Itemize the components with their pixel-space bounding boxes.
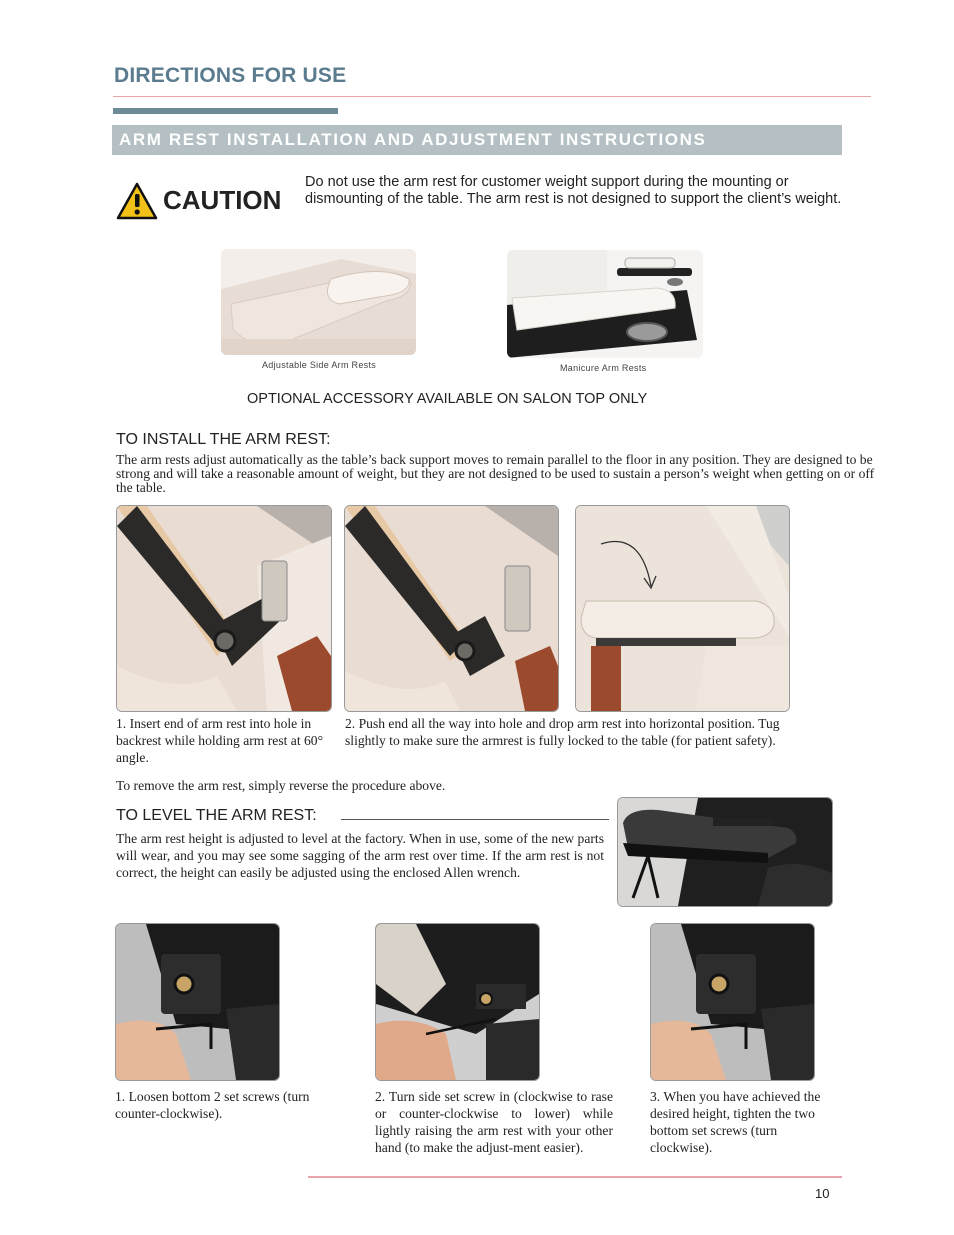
header-accent-bar <box>113 108 338 114</box>
install-step-2: 2. Push end all the way into hole and drop arm rest into horizontal position. Tug slightly to make sure the armrest is fully locked to the table (for patient safety). <box>345 716 780 748</box>
install-step-3-photo <box>575 505 790 712</box>
page-title: DIRECTIONS FOR USE <box>114 64 347 87</box>
manicure-arm-rest-photo <box>507 250 703 358</box>
level-overview-photo <box>617 797 833 907</box>
adjustable-arm-rest-photo <box>221 249 416 355</box>
level-step-3: 3. When you have achieved the desired height, tighten the two bottom set screws (turn clockwise). <box>650 1089 821 1155</box>
caution-text: Do not use the arm rest for customer weight support during the mounting or dismounting of the table. The arm rest is not designed to support the client’s weight. <box>305 174 842 207</box>
install-heading: TO INSTALL THE ARM REST: <box>116 431 331 448</box>
footer-divider <box>308 1176 842 1178</box>
level-heading-rule <box>341 819 609 820</box>
manicure-arm-rest-caption: Manicure Arm Rests <box>560 363 647 373</box>
header-divider <box>113 96 871 97</box>
section-title: ARM REST INSTALLATION AND ADJUSTMENT INSTRUCTIONS <box>119 130 707 149</box>
level-step-3-photo <box>650 923 815 1081</box>
install-body: The arm rests adjust automatically as the table’s back support moves to remain parallel to the floor in any position. They are designed to be strong and will take a reasonable amount of weight, but they are not designed to be used to sustain a person’s weight when getting on or off the table. <box>116 452 875 495</box>
level-step-1: 1. Loosen bottom 2 set screws (turn counter-clockwise). <box>115 1089 310 1121</box>
optional-accessory-note: OPTIONAL ACCESSORY AVAILABLE ON SALON TOP ONLY <box>247 391 648 407</box>
warning-icon <box>116 182 158 220</box>
caution-label: CAUTION <box>163 185 282 215</box>
page-number: 10 <box>815 1186 830 1201</box>
level-body: The arm rest height is adjusted to level at the factory. When in use, some of the new parts will wear, and you may see some sagging of the arm rest over time. If the arm rest is not correct, the height can easily be adjusted using the enclosed Allen wrench. <box>116 831 604 880</box>
install-step-1-photo <box>116 505 332 712</box>
level-step-1-photo <box>115 923 280 1081</box>
install-step-2-photo <box>344 505 559 712</box>
level-step-2: 2. Turn side set screw in (clockwise to rase or counter-clockwise to lower) while lightly raising the arm rest with your other hand (to make the adjust-ment easier). <box>375 1089 613 1155</box>
install-step-1: 1. Insert end of arm rest into hole in backrest while holding arm rest at 60° angle. <box>116 716 324 765</box>
level-step-2-photo <box>375 923 540 1081</box>
adjustable-arm-rest-caption: Adjustable Side Arm Rests <box>262 360 377 370</box>
remove-note: To remove the arm rest, simply reverse the procedure above. <box>116 778 446 793</box>
level-heading: TO LEVEL THE ARM REST: <box>116 807 317 824</box>
section-band <box>112 125 842 155</box>
